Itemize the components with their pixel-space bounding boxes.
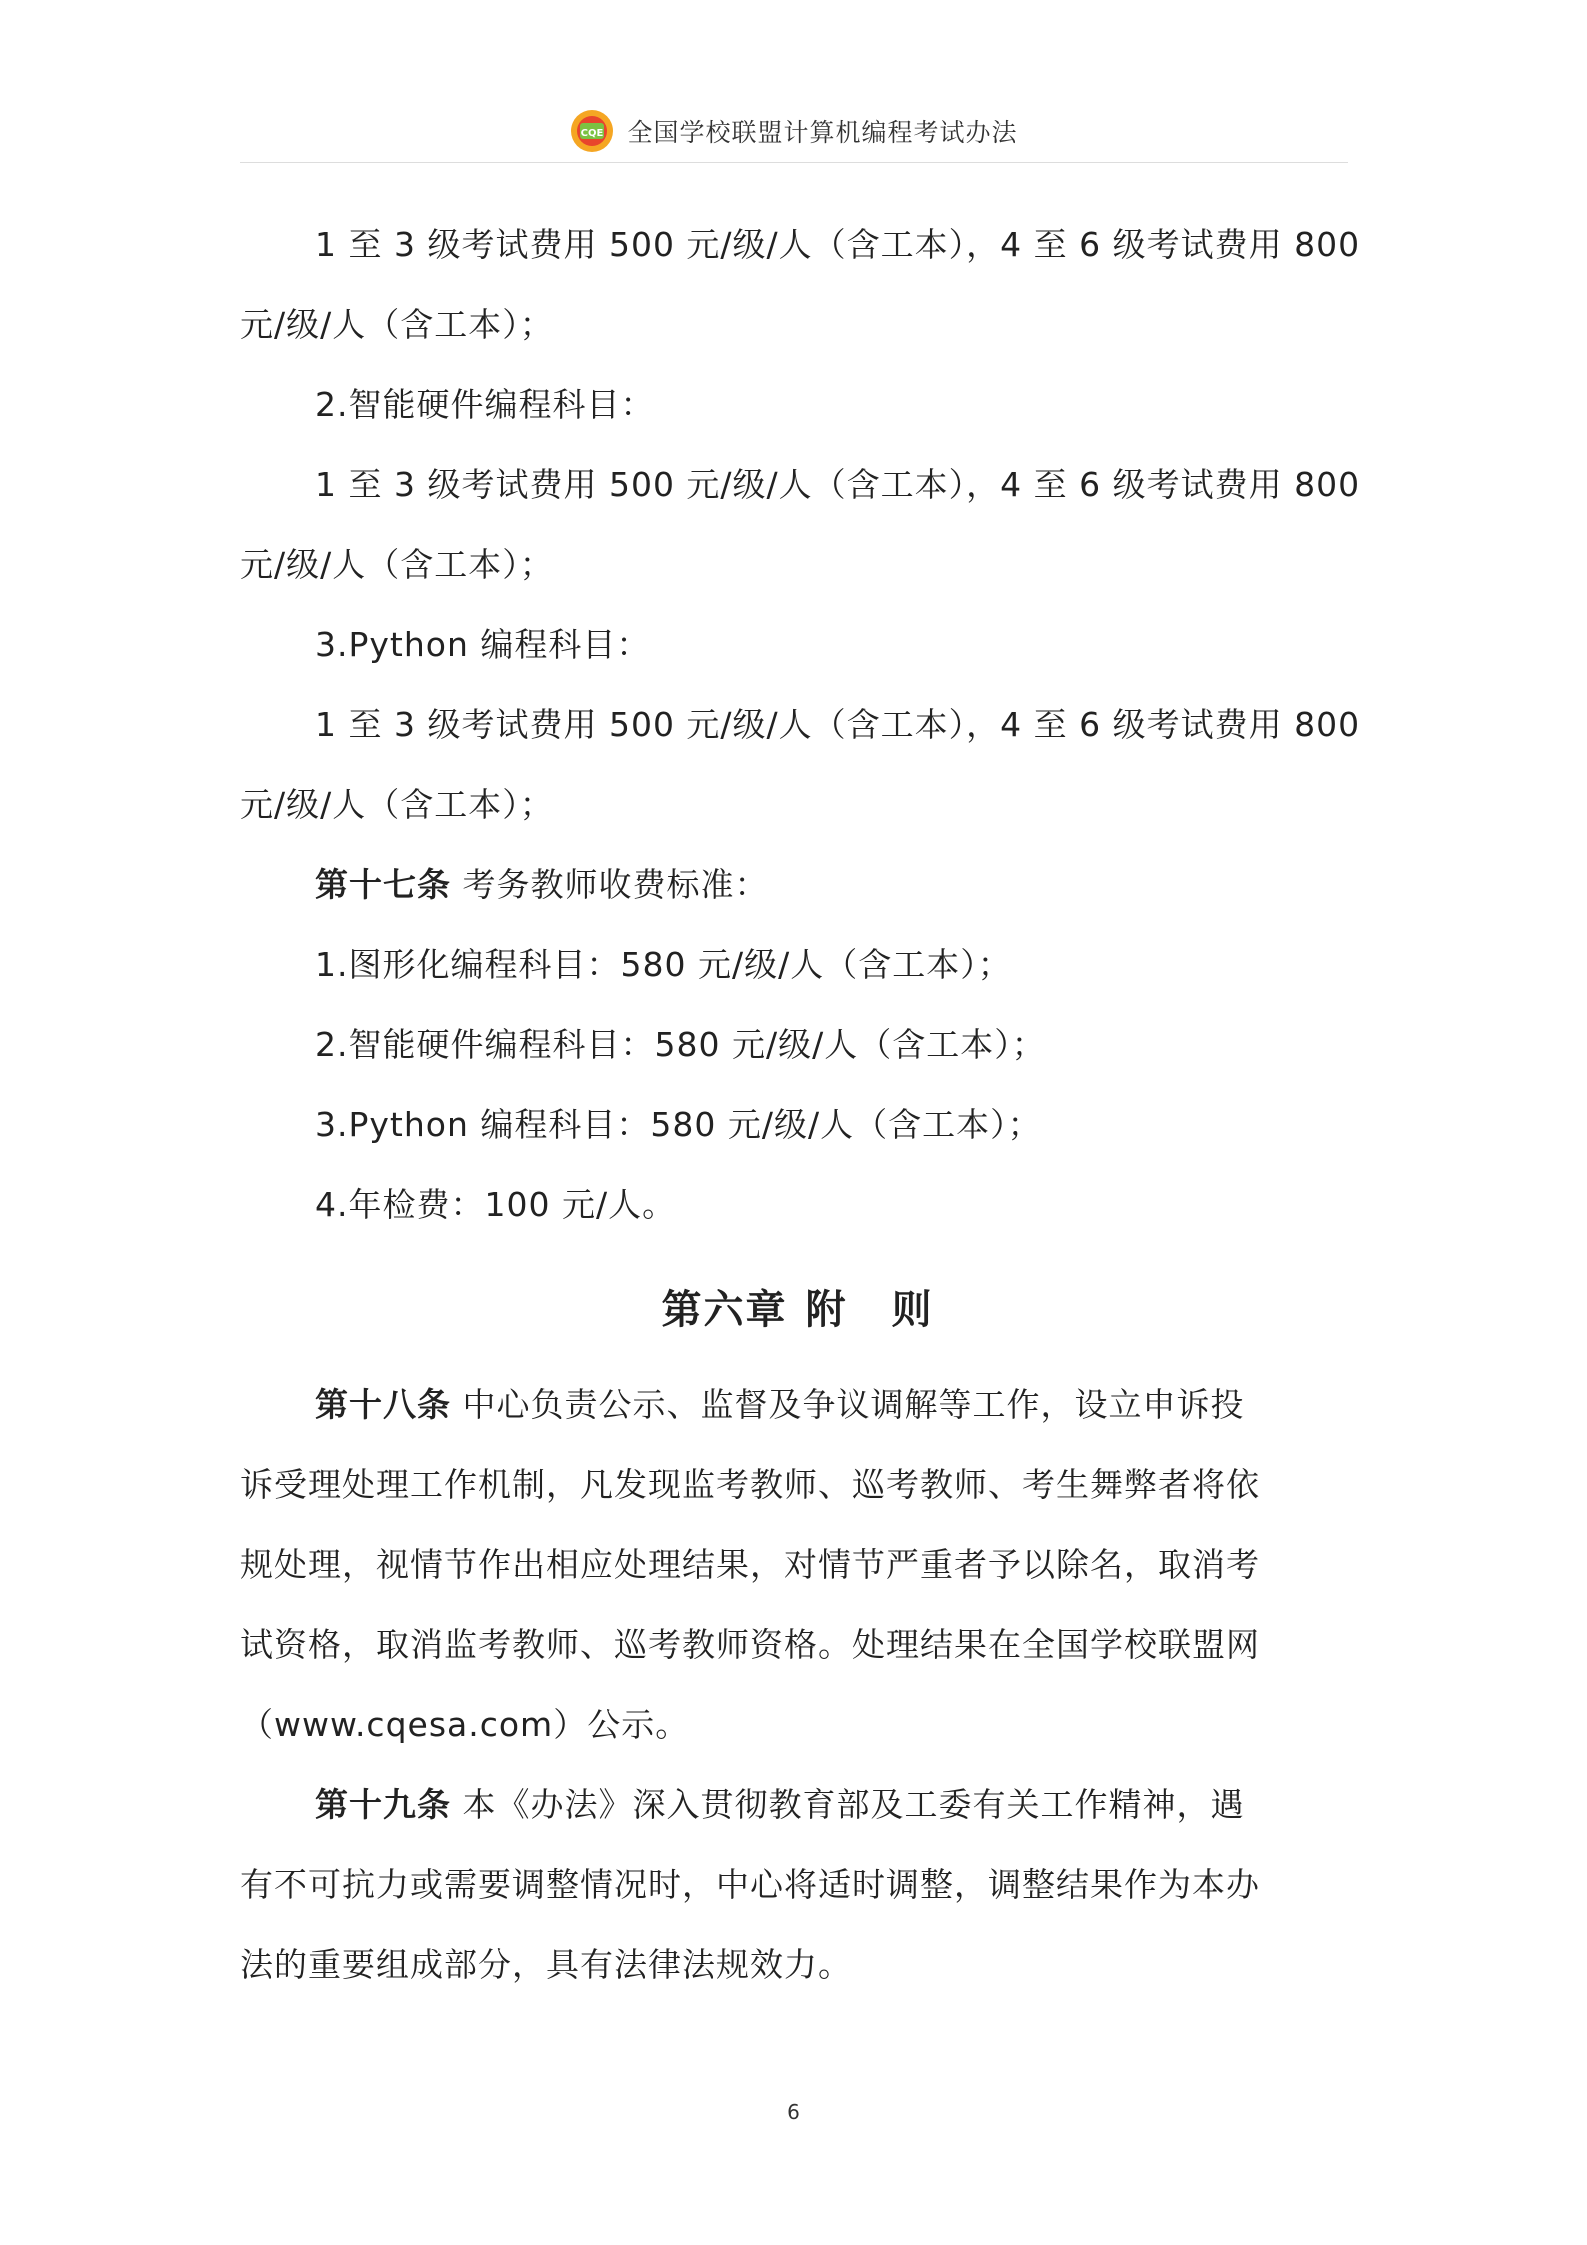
- article-text: 中心负责公示、监督及争议调解等工作，设立申诉投: [451, 1385, 1245, 1424]
- chapter-heading: [240, 1255, 1355, 1365]
- article-label: 第十九条: [315, 1785, 451, 1824]
- fee-item: 4.年检费：100 元/人。: [315, 1185, 677, 1224]
- header-divider: [240, 162, 1348, 163]
- fee-line: 元/级/人（含工本）；: [240, 785, 554, 824]
- page-number: 6: [787, 2100, 800, 2124]
- article-17: [240, 845, 1355, 925]
- header-title: 全国学校联盟计算机编程考试办法: [627, 118, 1018, 147]
- article-text: 考务教师收费标准：: [451, 865, 769, 904]
- chapter-word-1: 附: [805, 1287, 848, 1333]
- paragraph-line: 规处理，视情节作出相应处理结果，对情节严重者予以除名，取消考: [240, 1545, 1260, 1584]
- fee-item: 3.Python 编程科目：580 元/级/人（含工本）；: [315, 1105, 1042, 1144]
- fee-line: 1 至 3 级考试费用 500 元/级/人（含工本），4 至 6 级考试费用 800: [315, 705, 1361, 744]
- fee-line: 元/级/人（含工本）；: [240, 545, 554, 584]
- article-19: [240, 1765, 1355, 1845]
- paragraph-line: 法的重要组成部分，具有法律法规效力。: [240, 1945, 852, 1984]
- fee-item: 2.智能硬件编程科目：580 元/级/人（含工本）；: [315, 1025, 1046, 1064]
- article-text: 本《办法》深入贯彻教育部及工委有关工作精神，遇: [451, 1785, 1245, 1824]
- subject-heading: 2.智能硬件编程科目：: [315, 385, 655, 424]
- fee-line: 1 至 3 级考试费用 500 元/级/人（含工本），4 至 6 级考试费用 800: [315, 465, 1361, 504]
- chapter-word-2: 则: [891, 1287, 934, 1333]
- paragraph-line: 有不可抗力或需要调整情况时，中心将适时调整，调整结果作为本办: [240, 1865, 1260, 1904]
- paragraph-line: 试资格，取消监考教师、巡考教师资格。处理结果在全国学校联盟网: [240, 1625, 1260, 1664]
- article-label: 第十八条: [315, 1385, 451, 1424]
- subject-heading: 3.Python 编程科目：: [315, 625, 651, 664]
- document-body: [240, 205, 1361, 2005]
- paragraph-line: （www.cqesa.com）公示。: [240, 1705, 690, 1744]
- paragraph-line: 诉受理处理工作机制，凡发现监考教师、巡考教师、考生舞弊者将依: [240, 1465, 1260, 1504]
- organization-logo-icon: [569, 108, 615, 154]
- chapter-number: 第六章: [661, 1287, 788, 1333]
- page-header: [0, 108, 1587, 154]
- fee-item: 1.图形化编程科目：580 元/级/人（含工本）；: [315, 945, 1012, 984]
- article-label: 第十七条: [315, 865, 451, 904]
- fee-line: 1 至 3 级考试费用 500 元/级/人（含工本），4 至 6 级考试费用 800: [315, 225, 1361, 264]
- article-18: [240, 1365, 1355, 1445]
- fee-line: 元/级/人（含工本）；: [240, 305, 554, 344]
- svg-text:CQE: CQE: [581, 128, 604, 139]
